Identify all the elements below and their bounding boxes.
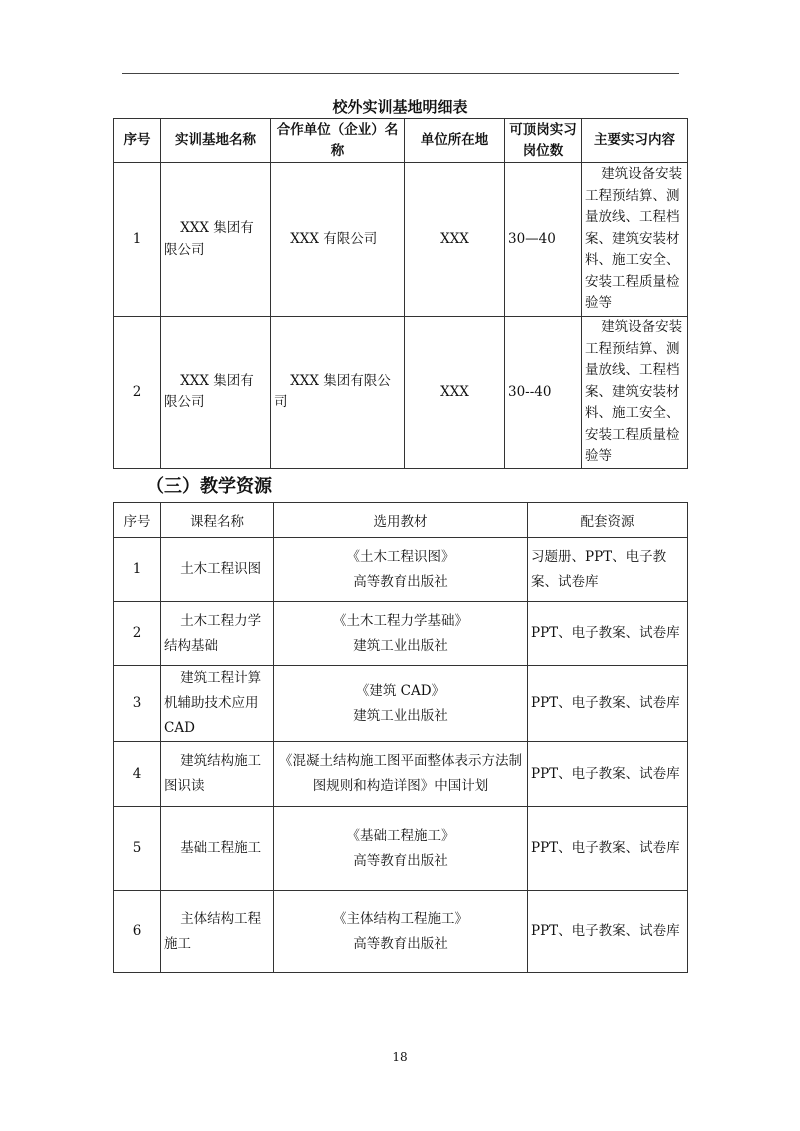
row-number: 5 xyxy=(114,807,161,891)
section-heading: （三）教学资源 xyxy=(146,476,272,497)
table-header-row xyxy=(114,119,688,163)
publisher: 建筑工业出版社 xyxy=(353,637,448,654)
row-number: 1 xyxy=(114,538,161,602)
textbook-cell xyxy=(274,807,528,891)
supporting-resources: PPT、电子教案、试卷库 xyxy=(528,891,688,973)
partner-name: XXX 集团有限公司 xyxy=(271,317,405,469)
column-header: 配套资源 xyxy=(528,503,688,538)
column-header: 序号 xyxy=(114,119,161,163)
base-name: XXX 集团有限公司 xyxy=(161,163,271,317)
positions: 30—40 xyxy=(505,163,582,317)
course-name: 建筑工程计算机辅助技术应用 CAD xyxy=(161,666,274,742)
textbook-cell xyxy=(274,891,528,973)
table-row xyxy=(114,891,688,973)
table-row xyxy=(114,602,688,666)
textbook-cell xyxy=(274,602,528,666)
column-header: 主要实习内容 xyxy=(582,119,688,163)
row-number: 3 xyxy=(114,666,161,742)
practice-content: 建筑设备安装工程预结算、测量放线、工程档案、建筑安装材料、施工安全、安装工程质量检验等 xyxy=(582,163,688,317)
column-header: 单位所在地 xyxy=(405,119,505,163)
publisher: 高等教育出版社 xyxy=(353,852,448,869)
supporting-resources: PPT、电子教案、试卷库 xyxy=(528,807,688,891)
row-number: 1 xyxy=(114,163,161,317)
table-row xyxy=(114,538,688,602)
textbook-title: 《建筑 CAD》 xyxy=(355,682,446,699)
location: XXX xyxy=(405,163,505,317)
table-row xyxy=(114,317,688,469)
publisher: 高等教育出版社 xyxy=(353,573,448,590)
practice-content: 建筑设备安装工程预结算、测量放线、工程档案、建筑安装材料、施工安全、安装工程质量检验等 xyxy=(582,317,688,469)
practice-base-table xyxy=(113,118,688,469)
supporting-resources: PPT、电子教案、试卷库 xyxy=(528,602,688,666)
column-header: 课程名称 xyxy=(161,503,274,538)
partner-name: XXX 有限公司 xyxy=(271,163,405,317)
textbook-cell xyxy=(274,666,528,742)
supporting-resources: 习题册、PPT、电子教案、试卷库 xyxy=(528,538,688,602)
supporting-resources: PPT、电子教案、试卷库 xyxy=(528,742,688,807)
textbook-title: 《土木工程力学基础》 xyxy=(333,612,468,629)
column-header: 选用教材 xyxy=(274,503,528,538)
textbook-cell xyxy=(274,742,528,807)
base-name: XXX 集团有限公司 xyxy=(161,317,271,469)
row-number: 2 xyxy=(114,602,161,666)
table-row xyxy=(114,742,688,807)
positions: 30--40 xyxy=(505,317,582,469)
location: XXX xyxy=(405,317,505,469)
textbook-title: 《基础工程施工》 xyxy=(346,827,455,844)
publisher: 建筑工业出版社 xyxy=(353,707,448,724)
column-header: 序号 xyxy=(114,503,161,538)
publisher: 高等教育出版社 xyxy=(353,935,448,952)
course-name: 建筑结构施工图识读 xyxy=(161,742,274,807)
row-number: 6 xyxy=(114,891,161,973)
table-row xyxy=(114,163,688,317)
column-header: 合作单位（企业）名称 xyxy=(271,119,405,163)
practice-table-title: 校外实训基地明细表 xyxy=(332,98,468,116)
column-header: 可顶岗实习岗位数 xyxy=(505,119,582,163)
textbook-title: 《主体结构工程施工》 xyxy=(333,910,468,927)
row-number: 4 xyxy=(114,742,161,807)
column-header: 实训基地名称 xyxy=(161,119,271,163)
course-name: 主体结构工程施工 xyxy=(161,891,274,973)
table-row xyxy=(114,807,688,891)
row-number: 2 xyxy=(114,317,161,469)
course-name: 土木工程力学结构基础 xyxy=(161,602,274,666)
teaching-resources-table xyxy=(113,502,688,973)
header-rule xyxy=(122,73,679,74)
supporting-resources: PPT、电子教案、试卷库 xyxy=(528,666,688,742)
course-name: 土木工程识图 xyxy=(161,538,274,602)
table-header-row xyxy=(114,503,688,538)
textbook-cell xyxy=(274,538,528,602)
course-name: 基础工程施工 xyxy=(161,807,274,891)
page-number: 18 xyxy=(392,1050,408,1064)
textbook-title: 《混凝土结构施工图平面整体表示方法制图规则和构造详图》中国计划 xyxy=(279,753,522,794)
table-row xyxy=(114,666,688,742)
textbook-title: 《土木工程识图》 xyxy=(346,548,455,565)
